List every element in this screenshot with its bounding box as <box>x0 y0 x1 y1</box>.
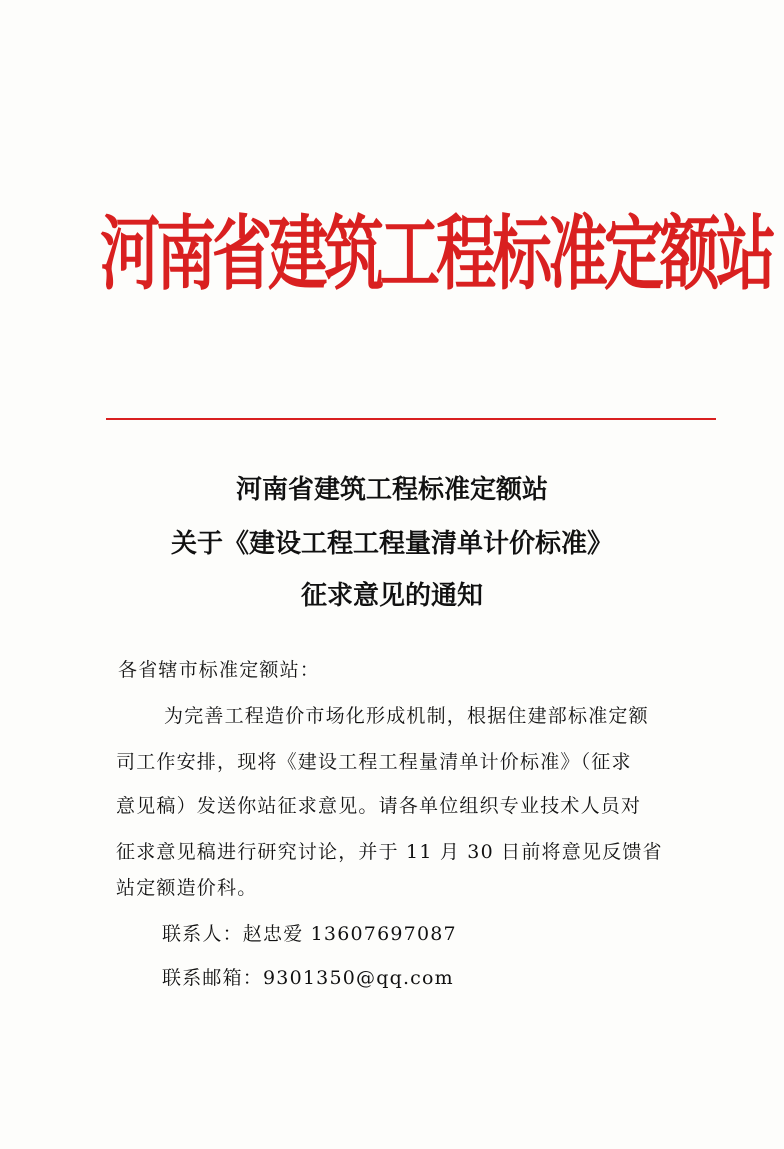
document-title-line-3: 征求意见的通知 <box>300 581 483 611</box>
body-line-3: 意见稿）发送你站征求意见。请各单位组织专业技术人员对 <box>116 795 642 817</box>
body-line-2: 司工作安排，现将《建设工程工程量清单计价标准》（征求 <box>116 751 632 773</box>
document-title-line-1: 河南省建筑工程标准定额站 <box>235 475 548 505</box>
contact-person: 联系人：赵忠爱 13607697087 <box>162 923 457 945</box>
body-line-5: 站定额造价科。 <box>116 877 258 899</box>
contact-email: 联系邮箱：9301350@qq.com <box>162 967 454 989</box>
salutation: 各省辖市标准定额站： <box>118 659 321 681</box>
letterhead-divider <box>106 418 716 420</box>
body-line-4: 征求意见稿进行研究讨论，并于 11 月 30 日前将意见反馈省 <box>116 841 663 863</box>
body-line-1: 为完善工程造价市场化形成机制，根据住建部标准定额 <box>164 705 649 727</box>
document-title-line-2: 关于《建设工程工程量清单计价标准》 <box>170 529 613 559</box>
letterhead-title: 河南省建筑工程标准定额站 <box>100 207 772 303</box>
